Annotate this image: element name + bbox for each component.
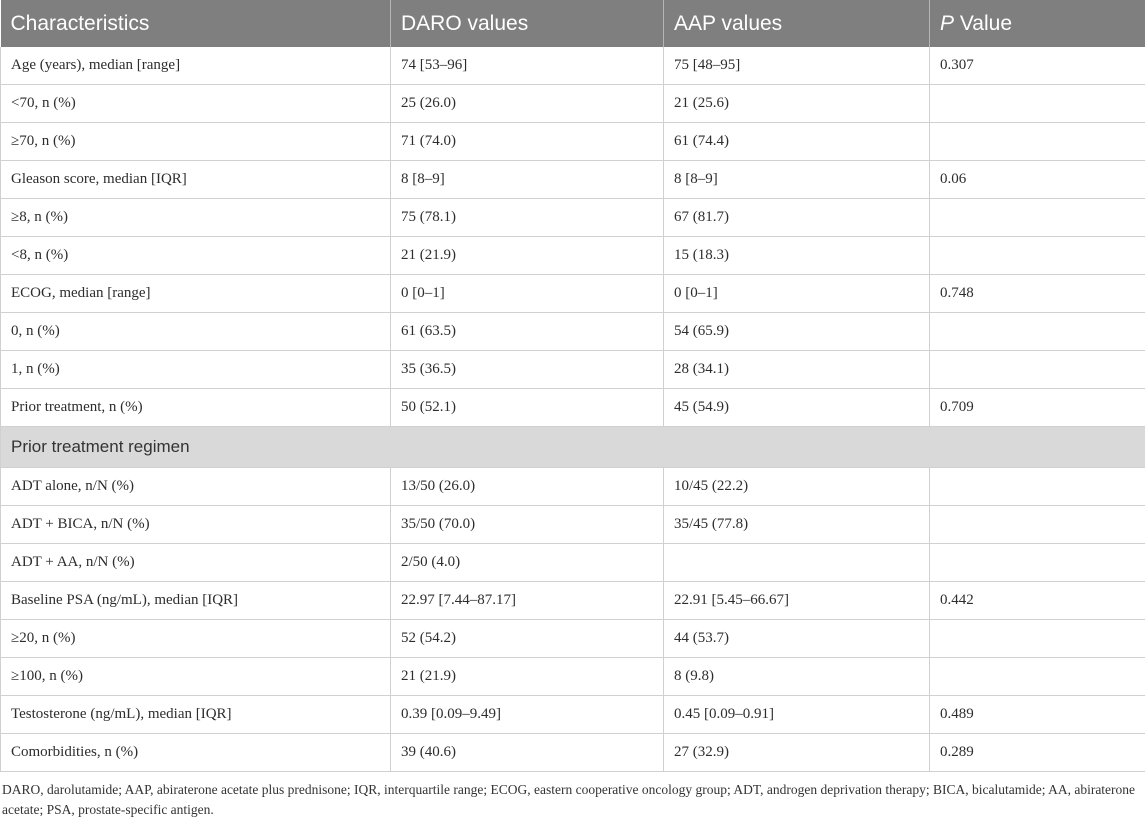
cell-characteristic: Testosterone (ng/mL), median [IQR] [1,696,391,734]
cell-daro: 0 [0–1] [391,275,664,313]
cell-p-value [930,85,1145,123]
cell-characteristic: Gleason score, median [IQR] [1,161,391,199]
cell-p-value [930,313,1145,351]
cell-characteristic: ADT + AA, n/N (%) [1,544,391,582]
cell-p-value [930,544,1145,582]
cell-characteristic: ≥70, n (%) [1,123,391,161]
cell-aap: 44 (53.7) [664,620,930,658]
cell-aap: 15 (18.3) [664,237,930,275]
cell-aap: 54 (65.9) [664,313,930,351]
cell-characteristic: ≥20, n (%) [1,620,391,658]
cell-p-value [930,658,1145,696]
table-row [1,544,1145,582]
header-characteristics: Characteristics [1,0,391,47]
header-aap-values: AAP values [664,0,930,47]
cell-p-value: 0.709 [930,389,1145,427]
cell-daro: 52 (54.2) [391,620,664,658]
cell-daro: 74 [53–96] [391,47,664,85]
cell-daro: 13/50 (26.0) [391,468,664,506]
cell-characteristic: ≥8, n (%) [1,199,391,237]
cell-p-value: 0.307 [930,47,1145,85]
table-row [1,313,1145,351]
cell-aap: 0 [0–1] [664,275,930,313]
header-p-value [930,0,1145,47]
cell-characteristic: 0, n (%) [1,313,391,351]
cell-aap: 22.91 [5.45–66.67] [664,582,930,620]
cell-daro: 71 (74.0) [391,123,664,161]
table-row [1,351,1145,389]
cell-characteristic: <8, n (%) [1,237,391,275]
table-row [1,696,1145,734]
table-row [1,275,1145,313]
cell-aap: 75 [48–95] [664,47,930,85]
cell-p-value: 0.489 [930,696,1145,734]
cell-daro: 39 (40.6) [391,734,664,772]
section-title: Prior treatment regimen [1,427,1145,468]
table-row [1,389,1145,427]
cell-aap: 10/45 (22.2) [664,468,930,506]
cell-characteristic: ≥100, n (%) [1,658,391,696]
cell-characteristic: Comorbidities, n (%) [1,734,391,772]
table-row [1,734,1145,772]
cell-aap: 35/45 (77.8) [664,506,930,544]
table-row [1,237,1145,275]
cell-daro: 0.39 [0.09–9.49] [391,696,664,734]
cell-characteristic: Prior treatment, n (%) [1,389,391,427]
cell-characteristic: Age (years), median [range] [1,47,391,85]
cell-p-value [930,506,1145,544]
cell-characteristic: ADT + BICA, n/N (%) [1,506,391,544]
cell-p-value [930,123,1145,161]
cell-aap: 28 (34.1) [664,351,930,389]
cell-aap: 67 (81.7) [664,199,930,237]
header-p-letter: P [940,11,955,35]
table-row [1,47,1145,85]
cell-characteristic: ADT alone, n/N (%) [1,468,391,506]
cell-characteristic: 1, n (%) [1,351,391,389]
cell-aap: 27 (32.9) [664,734,930,772]
header-row [1,0,1145,47]
cell-p-value: 0.06 [930,161,1145,199]
header-daro-values: DARO values [391,0,664,47]
table-row [1,506,1145,544]
cell-aap: 61 (74.4) [664,123,930,161]
cell-daro: 22.97 [7.44–87.17] [391,582,664,620]
cell-p-value [930,620,1145,658]
cell-aap [664,544,930,582]
table-row [1,199,1145,237]
cell-p-value [930,468,1145,506]
cell-aap: 21 (25.6) [664,85,930,123]
cell-p-value [930,237,1145,275]
cell-daro: 75 (78.1) [391,199,664,237]
cell-p-value: 0.289 [930,734,1145,772]
cell-characteristic: Baseline PSA (ng/mL), median [IQR] [1,582,391,620]
cell-p-value: 0.748 [930,275,1145,313]
cell-aap: 8 [8–9] [664,161,930,199]
table-row [1,658,1145,696]
cell-daro: 2/50 (4.0) [391,544,664,582]
cell-daro: 35 (36.5) [391,351,664,389]
cell-aap: 8 (9.8) [664,658,930,696]
table-row [1,123,1145,161]
cell-p-value [930,199,1145,237]
cell-daro: 50 (52.1) [391,389,664,427]
header-p-rest: Value [954,11,1013,35]
cell-aap: 45 (54.9) [664,389,930,427]
table-footnote: DARO, darolutamide; AAP, abiraterone acetate plus prednisone; IQR, interquartile range; ECOG, eastern cooperative oncology group; ADT, androgen deprivation therapy; BICA, bicalutamide; AA, abiraterone acetate; PSA, prostate-specific antigen. [2,782,1136,817]
table-row [1,468,1145,506]
cell-daro: 25 (26.0) [391,85,664,123]
cell-daro: 21 (21.9) [391,237,664,275]
cell-daro: 61 (63.5) [391,313,664,351]
cell-daro: 35/50 (70.0) [391,506,664,544]
table-row [1,161,1145,199]
section-row [1,427,1145,468]
table-row [1,85,1145,123]
table-row [1,582,1145,620]
cell-aap: 0.45 [0.09–0.91] [664,696,930,734]
cell-daro: 8 [8–9] [391,161,664,199]
cell-p-value [930,351,1145,389]
table-row [1,620,1145,658]
cell-p-value: 0.442 [930,582,1145,620]
cell-characteristic: <70, n (%) [1,85,391,123]
cell-daro: 21 (21.9) [391,658,664,696]
cell-characteristic: ECOG, median [range] [1,275,391,313]
